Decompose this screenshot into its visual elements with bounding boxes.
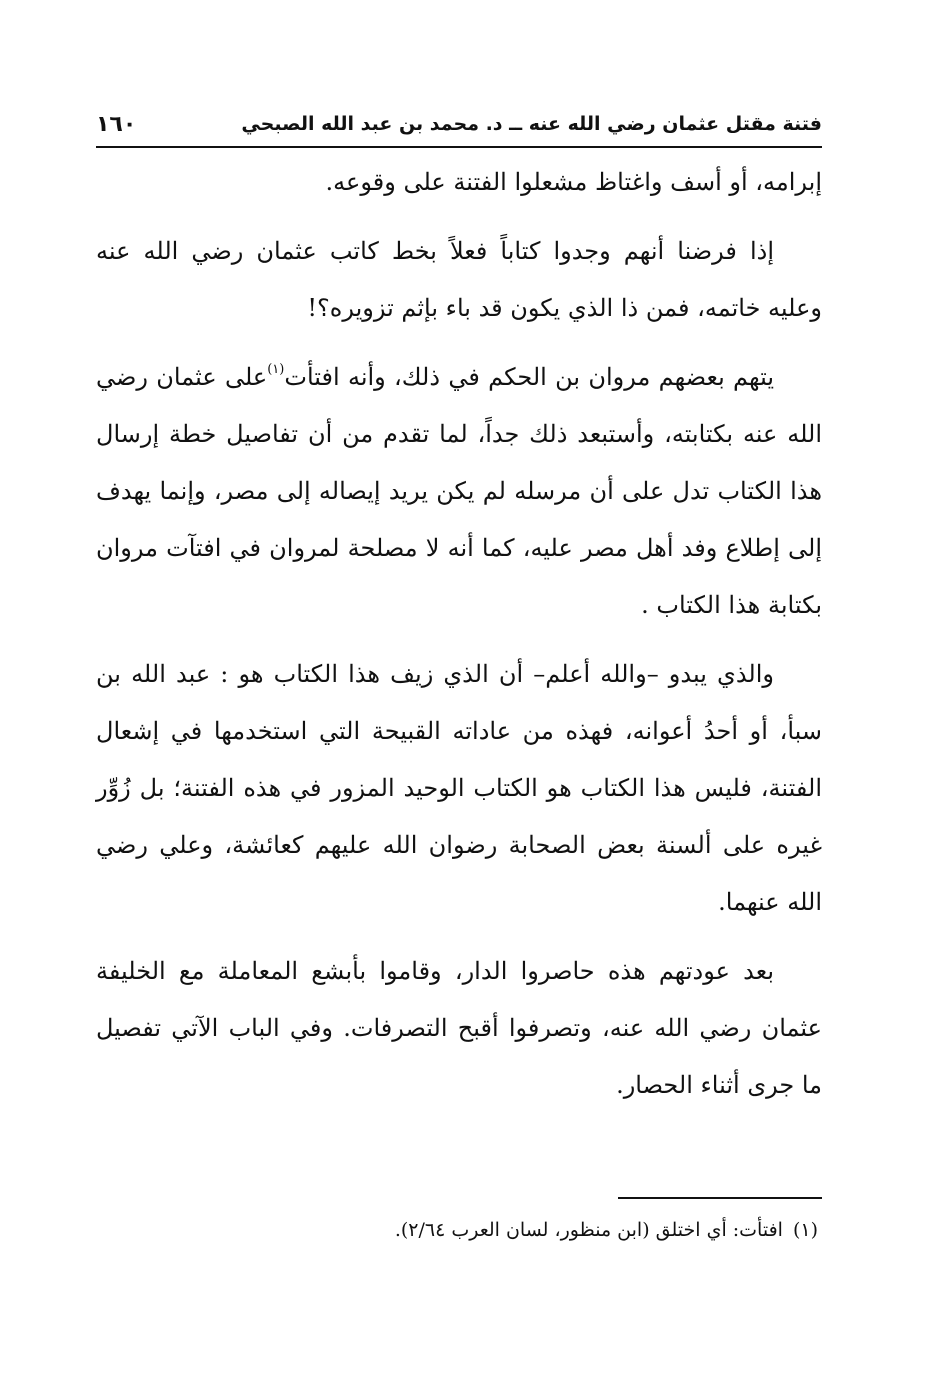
header-rule (96, 146, 822, 148)
footnote-rule (618, 1197, 822, 1199)
paragraph: إذا فرضنا أنهم وجدوا كتاباً فعلاً بخط كاتب عثمان رضي الله عنه وعليه خاتمه، فمن ذا الذي يكون قد باء بإثم تزويره؟! (96, 237, 822, 322)
paragraph-with-footnote (96, 349, 822, 634)
body-text (96, 154, 822, 1126)
footnote-text: افتأت: أي اختلق (ابن منظور، لسان العرب ٢/٦٤). (394, 1219, 783, 1241)
footnote (96, 1212, 818, 1248)
running-title: فتنة مقتل عثمان رضي الله عنه ــ د. محمد بن عبد الله الصبحي (241, 113, 822, 135)
footnote-reference[interactable]: (١) (267, 362, 285, 377)
paragraph-continuation: إبرامه، أو أسف واغتاظ مشعلوا الفتنة على وقوعه. (325, 168, 822, 196)
paragraph: والذي يبدو –والله أعلم– أن الذي زيف هذا الكتاب هو : عبد الله بن سبأ، أو أحدُ أعوانه، فهذه من عاداته القبيحة التي استخدمها في إشعال الفتنة، فليس هذا الكتاب هو الكتاب الوحيد المزور في هذه الفتنة؛ بل زُوِّر غيره على ألسنة بعض الصحابة رضوان الله عليهم كعائشة، وعلي رضي الله عنهما. (96, 660, 822, 916)
paragraph-text-end: على عثمان رضي الله عنه بكتابته، وأستبعد ذلك جداً، لما تقدم من أن تفاصيل خطة إرسال هذا الكتاب تدل على أن مرسله لم يكن يريد إيصاله إلى مصر، وإنما يهدف إلى إطلاع وفد أهل مصر عليه، كما أنه لا مصلحة لمروان في افتآت مروان بكتابة هذا الكتاب . (96, 363, 822, 619)
paragraph: بعد عودتهم هذه حاصروا الدار، وقاموا بأبشع المعاملة مع الخليفة عثمان رضي الله عنه، وتصرفوا أقبح التصرفات. وفي الباب الآتي تفصيل ما جرى أثناء الحصار. (96, 957, 822, 1099)
paragraph-text-start: يتهم بعضهم مروان بن الحكم في ذلك، وأنه افتأت (284, 363, 774, 391)
footnote-marker: (١) (792, 1219, 818, 1241)
running-header (96, 104, 822, 144)
page-number: ١٦٠ (96, 111, 137, 137)
